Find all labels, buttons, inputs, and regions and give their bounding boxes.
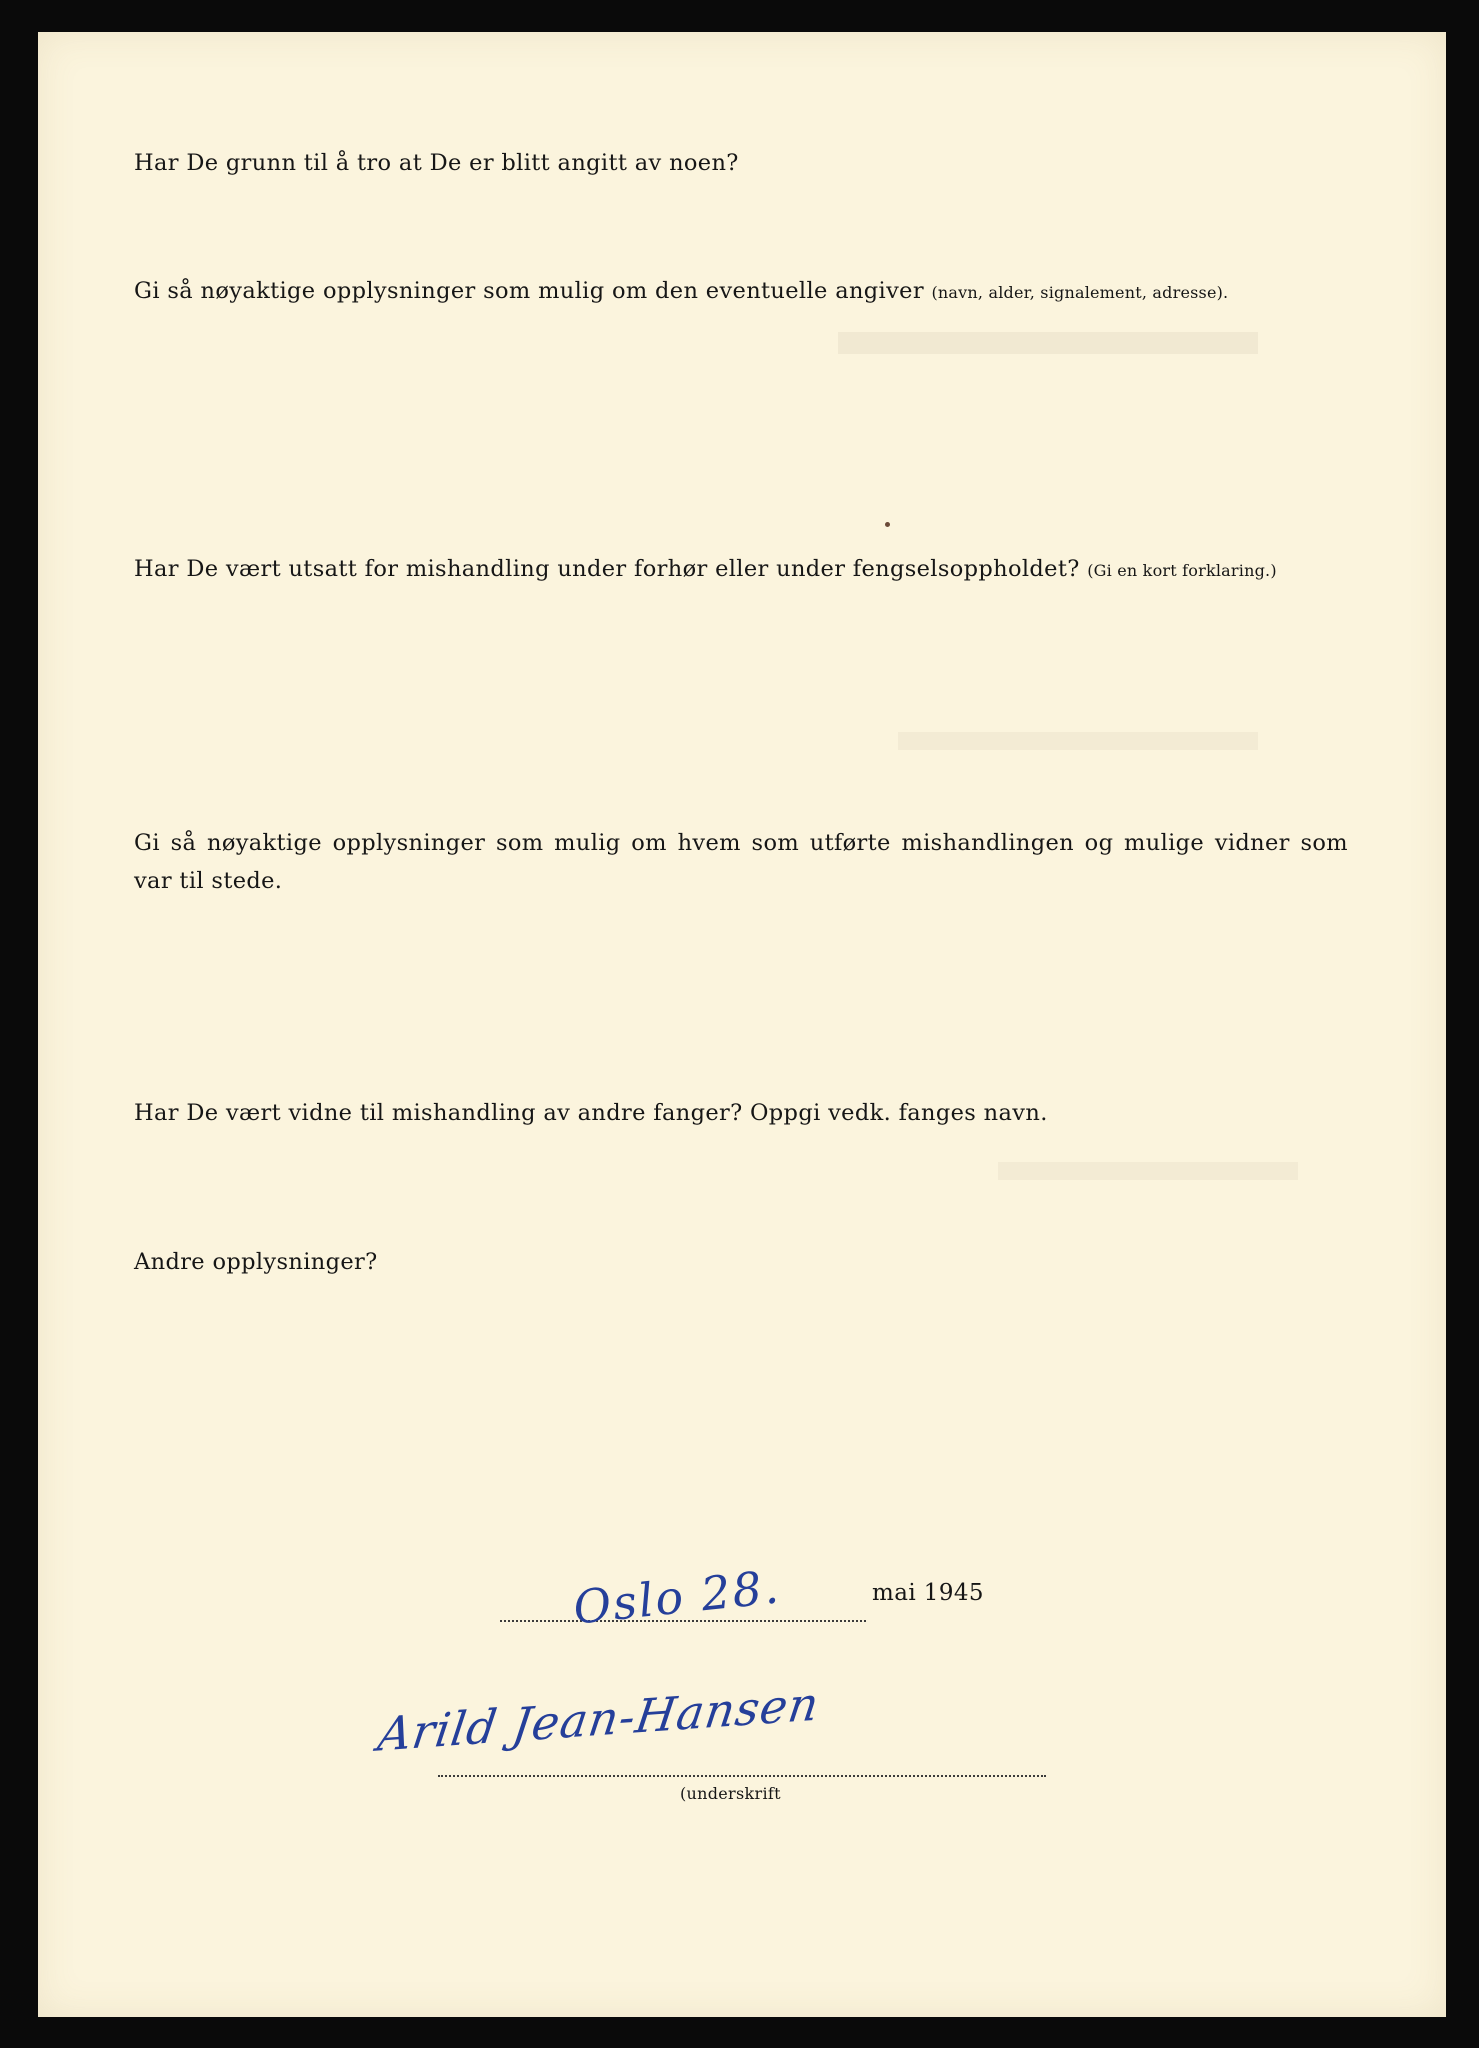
question-angitt — [134, 144, 739, 182]
question-mishandling-text: Har De vært utsatt for mishandling under forhør eller under fengselsoppholdet? — [134, 556, 1080, 582]
question-vidne — [134, 1094, 1048, 1132]
printed-date: mai 1945 — [872, 1580, 984, 1606]
form-page — [38, 32, 1446, 2017]
question-hvem-text: Gi så nøyaktige opplysninger som mulig om hvem som utførte mishandlingen og mulige vidner som var til stede. — [134, 830, 1348, 894]
signature-line — [438, 1775, 1046, 1777]
question-angiver — [134, 272, 1228, 312]
question-mishandling — [134, 550, 1277, 590]
bleed-through-mark — [998, 1162, 1298, 1180]
signature-label: (underskrift — [680, 1784, 781, 1803]
bleed-through-mark — [838, 332, 1258, 354]
question-angiver-note: (navn, alder, signalement, adresse). — [931, 283, 1229, 302]
question-angitt-text: Har De grunn til å tro at De er blitt angitt av noen? — [134, 150, 739, 176]
question-mishandling-note: (Gi en kort forklaring.) — [1087, 561, 1277, 580]
question-andre — [134, 1243, 378, 1281]
question-angiver-text: Gi så nøyaktige opplysninger som mulig om den eventuelle angiver — [134, 278, 924, 304]
ink-speck — [885, 522, 890, 527]
question-vidne-text: Har De vært vidne til mishandling av andre fanger? Oppgi vedk. fanges navn. — [134, 1100, 1048, 1126]
question-hvem — [134, 824, 1348, 900]
handwritten-place-date: Oslo 28. — [570, 1559, 783, 1635]
bleed-through-mark — [898, 732, 1258, 750]
question-andre-text: Andre opplysninger? — [134, 1249, 378, 1275]
handwritten-signature: Arild Jean-Hansen — [374, 1676, 823, 1762]
